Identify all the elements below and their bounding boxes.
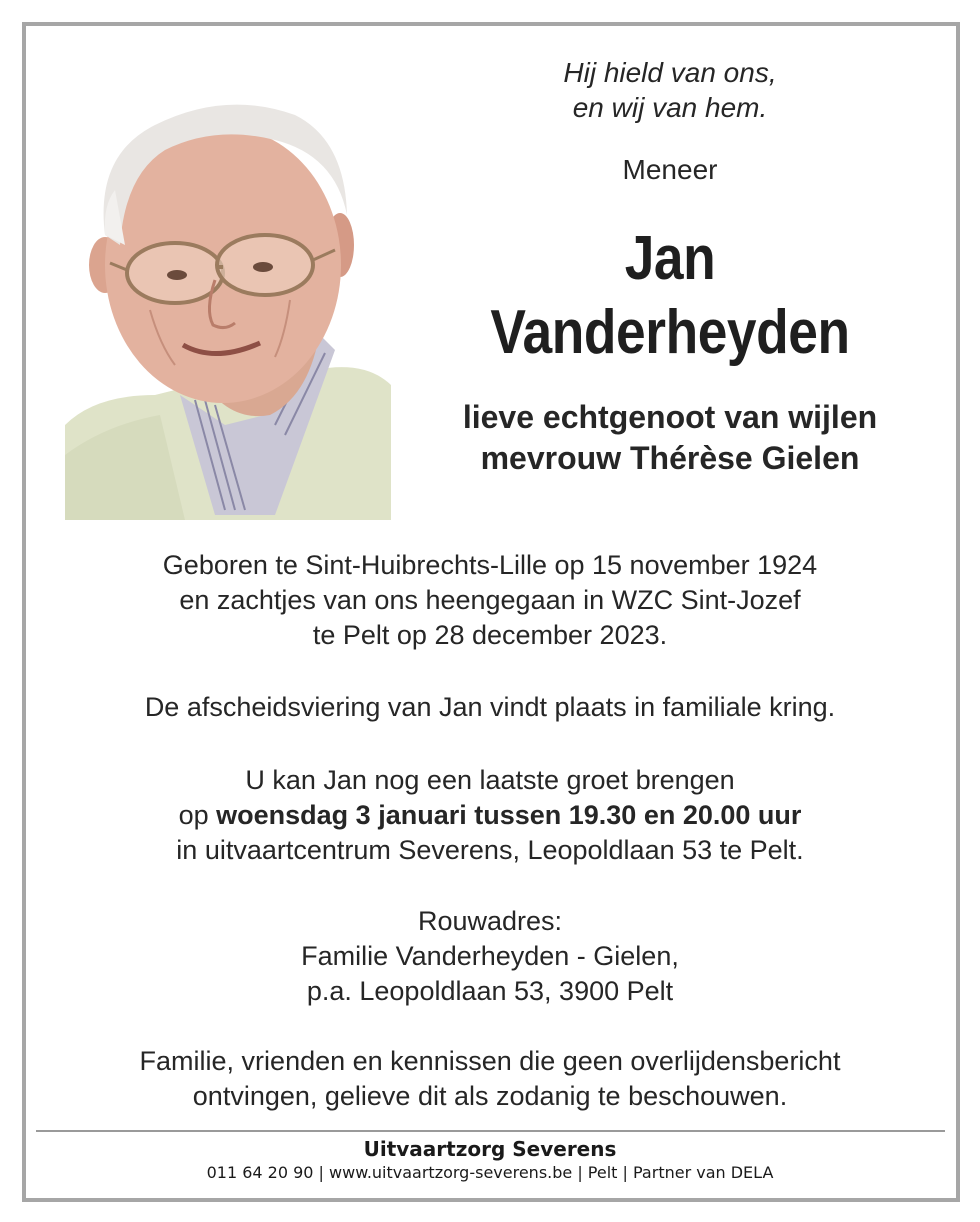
visitation-line: U kan Jan nog een laatste groet brengen xyxy=(245,765,735,795)
family-note-line: ontvingen, gelieve dit als zodanig te beschouwen. xyxy=(192,1081,788,1111)
birth-death-line: en zachtjes van ons heengegaan in WZC Sint-Jozef xyxy=(179,585,801,615)
visitation-paragraph xyxy=(30,763,950,868)
honorific: Meneer xyxy=(622,154,718,185)
footer-divider xyxy=(36,1130,945,1132)
family-note xyxy=(30,1044,950,1114)
visitation-datetime: woensdag 3 januari tussen 19.30 en 20.00 uur xyxy=(216,800,802,830)
funeral-company-info: 011 64 20 90 | www.uitvaartzorg-severens.be | Pelt | Partner van DELA xyxy=(206,1163,774,1182)
address-line: Familie Vanderheyden - Gielen, xyxy=(301,941,679,971)
relation-line: lieve echtgenoot van wijlen xyxy=(462,399,878,435)
motto-line: Hij hield van ons, xyxy=(563,57,777,88)
family-note-line: Familie, vrienden en kennissen die geen overlijdensbericht xyxy=(139,1046,841,1076)
relation xyxy=(400,397,940,479)
address-line: p.a. Leopoldlaan 53, 3900 Pelt xyxy=(306,976,674,1006)
first-name: Jan xyxy=(624,224,716,293)
birth-death-line: Geboren te Sint-Huibrechts-Lille op 15 november 1924 xyxy=(162,550,818,580)
relation-line: mevrouw Thérèse Gielen xyxy=(480,440,860,476)
birth-death-line: te Pelt op 28 december 2023. xyxy=(312,620,668,650)
funeral-company-name: Uitvaartzorg Severens xyxy=(363,1137,617,1161)
visitation-line: in uitvaartcentrum Severens, Leopoldlaan 53 te Pelt. xyxy=(176,835,804,865)
mourning-address xyxy=(30,904,950,1009)
motto xyxy=(400,55,940,125)
visitation-line xyxy=(30,798,950,833)
last-name: Vanderheyden xyxy=(490,298,850,367)
deceased-name xyxy=(438,222,902,370)
farewell-paragraph: De afscheidsviering van Jan vindt plaats in familiale kring. xyxy=(144,692,836,722)
address-line: Rouwadres: xyxy=(417,906,563,936)
motto-line: en wij van hem. xyxy=(572,92,768,123)
portrait-photo xyxy=(65,95,391,520)
birth-death-paragraph xyxy=(30,548,950,653)
visitation-prefix: op xyxy=(178,800,217,830)
